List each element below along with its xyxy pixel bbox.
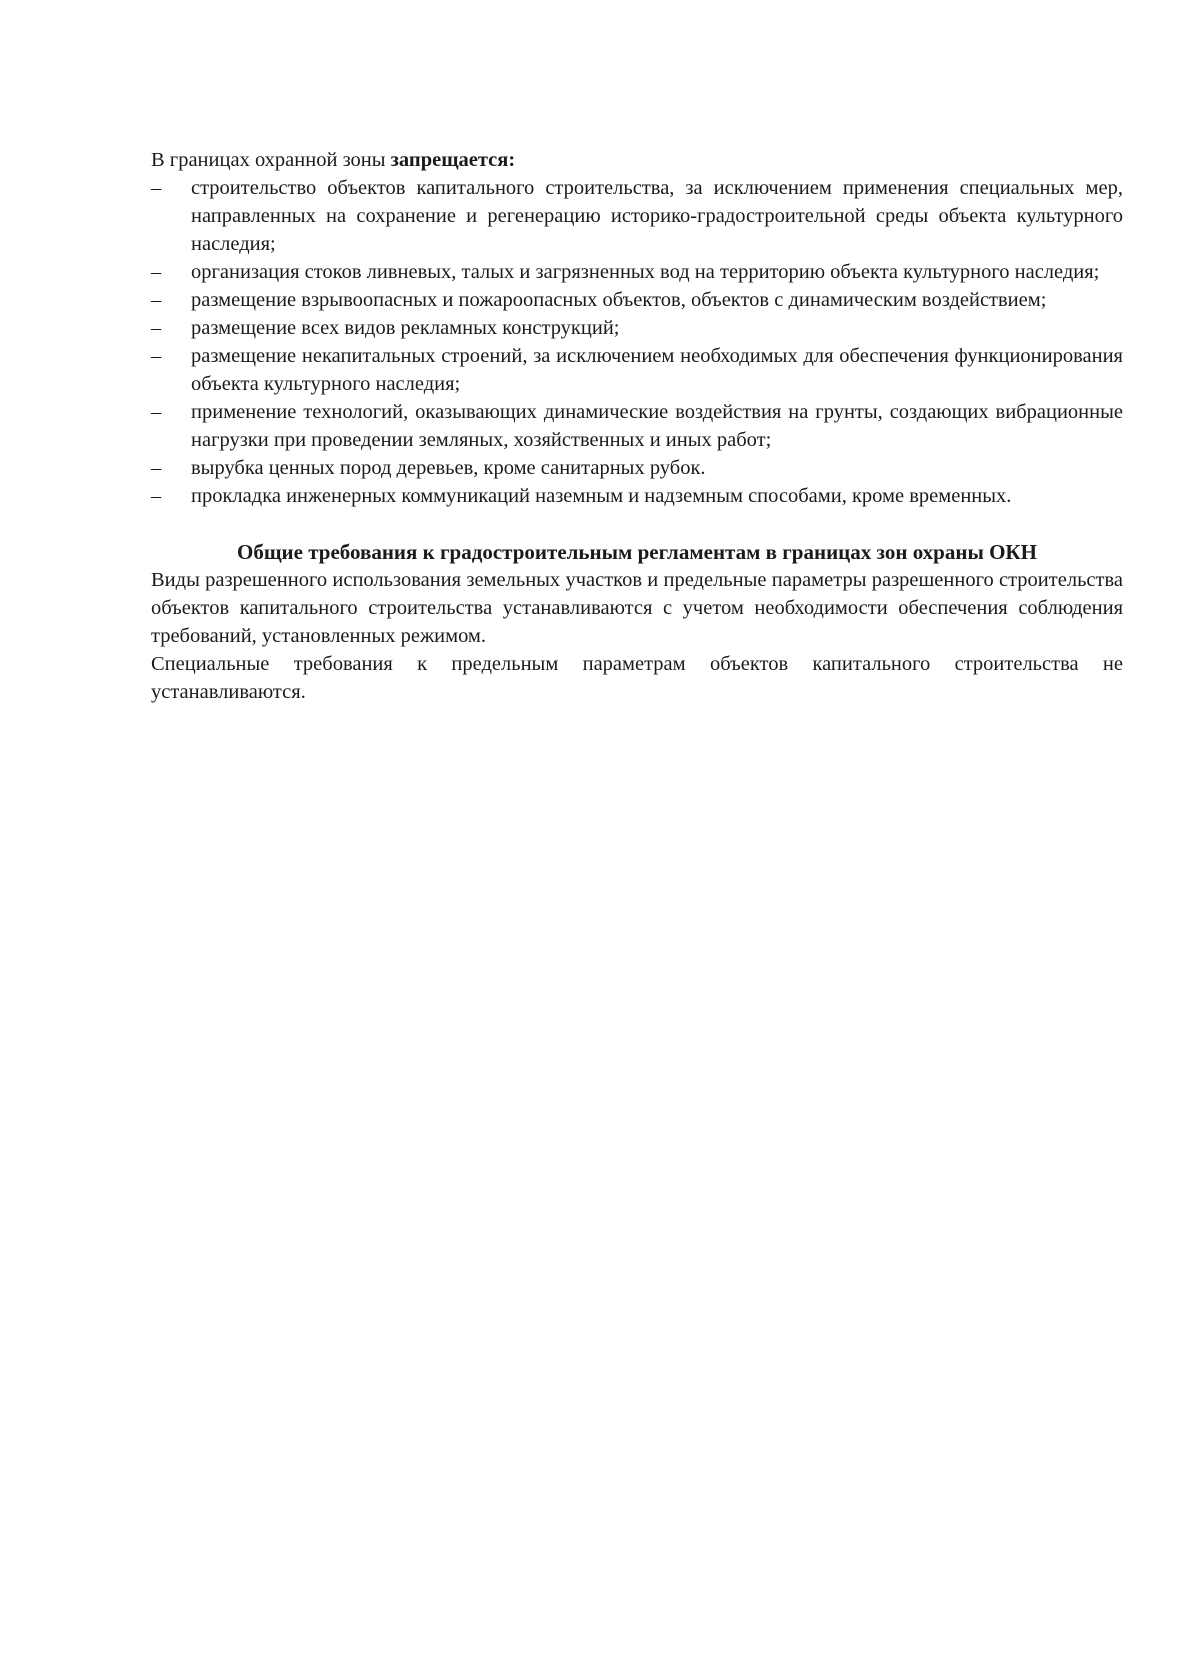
paragraph: Специальные требования к предельным параметрам объектов капитального строительства не устанавливаются. xyxy=(151,653,1123,703)
list-item-text: применение технологий, оказывающих динамические воздействия на грунты, создающих вибрационные нагрузки при проведении земляных, хозяйственных и иных работ; xyxy=(191,401,1123,451)
intro-lead: В границах охранной зоны xyxy=(151,149,391,171)
dash-bullet: – xyxy=(151,345,162,367)
dash-bullet: – xyxy=(151,261,162,283)
list-item xyxy=(151,174,1123,258)
list-item xyxy=(151,314,1123,342)
paragraph: Виды разрешенного использования земельных участков и предельные параметры разрешенного строительства объектов капитального строительства устанавливаются с учетом необходимости обеспечения соблюдения требований, установленных режимом. xyxy=(151,569,1123,647)
list-item xyxy=(151,398,1123,454)
intro-emphasis: запрещается: xyxy=(390,149,516,171)
restrictions-list xyxy=(151,174,1123,510)
dash-bullet: – xyxy=(151,289,162,311)
document-page xyxy=(151,146,1123,706)
list-item xyxy=(151,454,1123,482)
dash-bullet: – xyxy=(151,485,162,507)
intro-line xyxy=(151,146,1123,174)
dash-bullet: – xyxy=(151,177,162,199)
list-item xyxy=(151,286,1123,314)
list-item-text: вырубка ценных пород деревьев, кроме санитарных рубок. xyxy=(191,457,706,479)
list-item-text: строительство объектов капитального строительства, за исключением применения специальных мер, направленных на сохранение и регенерацию историко-градостроительной среды объекта культурного наследия; xyxy=(191,177,1123,255)
list-item xyxy=(151,342,1123,398)
list-item xyxy=(151,482,1123,510)
dash-bullet: – xyxy=(151,317,162,339)
dash-bullet: – xyxy=(151,401,162,423)
list-item-text: размещение взрывоопасных и пожароопасных объектов, объектов с динамическим воздействием; xyxy=(191,289,1047,311)
list-item-text: размещение всех видов рекламных конструкций; xyxy=(191,317,620,339)
section-heading: Общие требования к градостроительным регламентам в границах зон охраны ОКН xyxy=(236,540,1037,564)
list-item-text: организация стоков ливневых, талых и загрязненных вод на территорию объекта культурного наследия; xyxy=(191,261,1100,283)
dash-bullet: – xyxy=(151,457,162,479)
list-item-text: прокладка инженерных коммуникаций наземным и надземным способами, кроме временных. xyxy=(191,485,1012,507)
list-item xyxy=(151,258,1123,286)
list-item-text: размещение некапитальных строений, за исключением необходимых для обеспечения функционирования объекта культурного наследия; xyxy=(191,345,1123,395)
